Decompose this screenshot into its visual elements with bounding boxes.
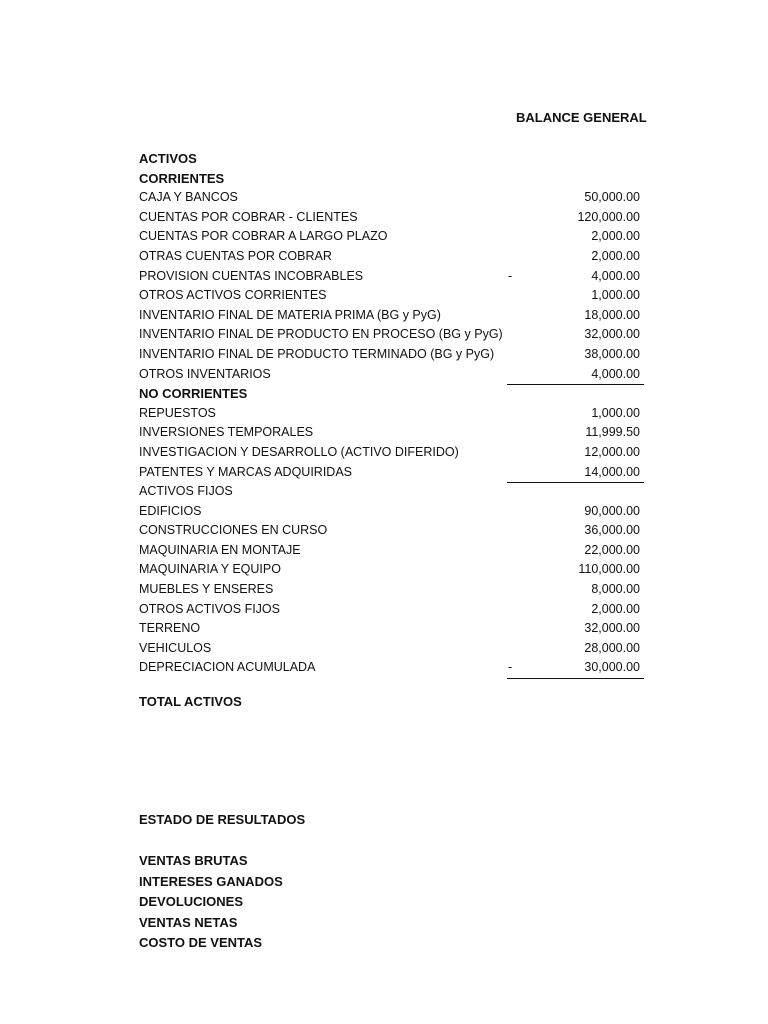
balance-sheet	[139, 149, 644, 678]
row-label: REPUESTOS	[139, 405, 216, 420]
balance-row	[139, 384, 644, 404]
row-label: INVERSIONES TEMPORALES	[139, 425, 314, 440]
row-label: CUENTAS POR COBRAR A LARGO PLAZO	[139, 229, 388, 244]
row-amount: 50,000.00	[584, 190, 640, 205]
row-amount: 11,999.50	[585, 425, 640, 440]
row-label: OTRAS CUENTAS POR COBRAR	[139, 248, 332, 263]
row-label: MUEBLES Y ENSERES	[139, 582, 274, 597]
income-statement-item: VENTAS BRUTAS	[139, 853, 248, 868]
balance-row	[139, 227, 644, 247]
balance-row	[139, 560, 644, 580]
balance-row	[139, 541, 644, 561]
row-amount: 2,000.00	[591, 601, 640, 616]
row-sign: -	[508, 268, 513, 283]
row-amount: 32,000.00	[584, 327, 640, 342]
income-statement-item: VENTAS NETAS	[139, 914, 238, 930]
balance-row	[139, 306, 644, 326]
balance-row	[139, 600, 644, 620]
balance-row	[139, 365, 644, 385]
row-label: CONSTRUCCIONES EN CURSO	[139, 523, 328, 538]
balance-row	[139, 345, 644, 365]
row-label: VEHICULOS	[139, 640, 212, 655]
total-activos-label: TOTAL ACTIVOS	[139, 694, 242, 709]
balance-row	[139, 169, 644, 189]
balance-row	[139, 502, 644, 522]
balance-row	[139, 423, 644, 443]
row-amount: 4,000.00	[591, 366, 640, 381]
row-amount: 90,000.00	[584, 503, 640, 518]
row-amount: 120,000.00	[577, 209, 640, 224]
balance-row	[139, 580, 644, 600]
row-amount: 18,000.00	[584, 307, 640, 322]
income-statement-list	[139, 851, 283, 954]
balance-row	[139, 208, 644, 228]
row-label: DEPRECIACION ACUMULADA	[139, 660, 316, 675]
row-amount: 32,000.00	[584, 621, 640, 636]
balance-row	[139, 247, 644, 267]
row-label: OTROS ACTIVOS FIJOS	[139, 601, 280, 616]
row-label: ACTIVOS	[139, 151, 197, 166]
balance-row	[139, 639, 644, 659]
row-amount: 2,000.00	[591, 229, 640, 244]
row-label: PROVISION CUENTAS INCOBRABLES	[139, 268, 364, 283]
row-amount: 36,000.00	[584, 523, 640, 538]
row-label: MAQUINARIA Y EQUIPO	[139, 562, 281, 577]
row-label: NO CORRIENTES	[139, 386, 248, 402]
row-amount: 1,000.00	[591, 405, 640, 420]
row-amount: 12,000.00	[584, 444, 640, 459]
balance-row	[139, 521, 644, 541]
row-label: EDIFICIOS	[139, 503, 202, 518]
balance-title: BALANCE GENERAL	[516, 110, 647, 125]
income-statement-item: INTERESES GANADOS	[139, 873, 283, 889]
row-amount: 8,000.00	[591, 582, 640, 597]
row-label: OTROS ACTIVOS CORRIENTES	[139, 288, 327, 303]
row-label: CUENTAS POR COBRAR - CLIENTES	[139, 209, 358, 224]
balance-row	[139, 149, 644, 169]
row-label: TERRENO	[139, 621, 201, 636]
balance-row	[139, 286, 644, 306]
row-amount: 22,000.00	[584, 542, 640, 557]
balance-row	[139, 404, 644, 424]
row-label: PATENTES Y MARCAS ADQUIRIDAS	[139, 464, 353, 479]
row-label: INVESTIGACION Y DESARROLLO (ACTIVO DIFERIDO)	[139, 444, 459, 459]
row-amount: 14,000.00	[584, 464, 640, 479]
balance-row	[139, 658, 644, 678]
row-label: MAQUINARIA EN MONTAJE	[139, 542, 301, 557]
income-statement-item: COSTO DE VENTAS	[139, 935, 263, 950]
row-amount: 2,000.00	[591, 248, 640, 263]
balance-row	[139, 443, 644, 463]
balance-row	[139, 482, 644, 502]
row-amount: 28,000.00	[584, 640, 640, 655]
row-amount: 38,000.00	[584, 346, 640, 361]
row-label: INVENTARIO FINAL DE PRODUCTO EN PROCESO (BG y PyG)	[139, 327, 503, 342]
row-amount: 110,000.00	[578, 562, 640, 577]
row-amount: 30,000.00	[584, 660, 640, 675]
balance-row	[139, 325, 644, 345]
balance-row	[139, 619, 644, 639]
row-label: CORRIENTES	[139, 170, 225, 186]
row-amount: 1,000.00	[591, 288, 640, 303]
row-amount: 4,000.00	[591, 268, 640, 283]
income-statement-title: ESTADO DE RESULTADOS	[139, 812, 306, 827]
row-sign: -	[508, 660, 513, 675]
row-label: CAJA Y BANCOS	[139, 190, 238, 205]
row-label: INVENTARIO FINAL DE PRODUCTO TERMINADO (BG y PyG)	[139, 346, 495, 361]
row-label: OTROS INVENTARIOS	[139, 366, 271, 381]
income-statement-item: DEVOLUCIONES	[139, 894, 244, 909]
row-label: INVENTARIO FINAL DE MATERIA PRIMA (BG y PyG)	[139, 307, 441, 322]
balance-row	[139, 463, 644, 483]
balance-row	[139, 188, 644, 208]
balance-row	[139, 267, 644, 287]
row-label: ACTIVOS FIJOS	[139, 484, 233, 499]
